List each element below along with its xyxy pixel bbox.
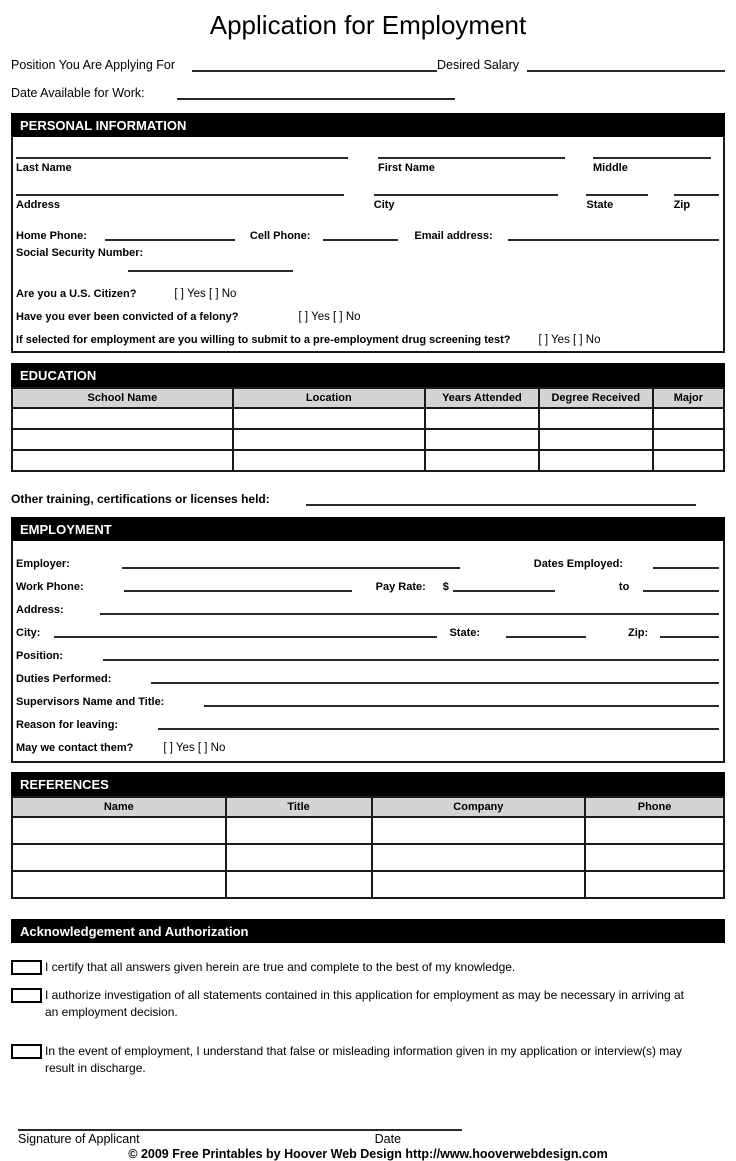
citizen-question-label: Are you a U.S. Citizen? [16,288,137,300]
references-table [11,796,725,899]
felony-yes-no-checkboxes[interactable]: [ ] Yes [ ] No [298,311,361,323]
employment-section [11,541,725,763]
education-cell[interactable] [12,450,233,471]
authorize-checkbox[interactable] [11,988,42,1003]
date-available-label: Date Available for Work: [11,86,145,100]
desired-salary-input-line[interactable] [527,70,725,72]
last-name-field [16,143,348,177]
felony-question-label: Have you ever been convicted of a felony? [16,311,239,323]
zip-label: Zip [673,199,691,211]
position-label: Position: [16,650,64,662]
position-applying-label: Position You Are Applying For [11,58,176,72]
references-row [12,871,724,898]
education-col-major: Major [653,388,724,408]
references-cell[interactable] [226,871,372,898]
references-cell[interactable] [12,844,226,871]
state-label: State [586,199,614,211]
home-phone-input-line[interactable] [105,239,235,241]
references-header: REFERENCES [11,772,725,796]
education-cell[interactable] [12,429,233,450]
pay-rate-to-label: to [618,581,630,593]
dates-employed-label: Dates Employed: [533,558,623,570]
references-col-company: Company [372,797,586,817]
felony-question-row [16,300,719,323]
education-cell[interactable] [425,450,539,471]
employer-zip-input-line[interactable] [660,636,719,638]
references-cell[interactable] [12,871,226,898]
dates-employed-from-line[interactable] [653,567,719,569]
employer-address-input-line[interactable] [100,613,719,615]
last-name-label: Last Name [16,162,72,174]
education-cell[interactable] [12,408,233,429]
employment-header: EMPLOYMENT [11,517,725,541]
address-field-row [16,177,719,214]
city-field [374,180,559,214]
drug-test-question-row [16,323,719,346]
education-row [12,450,724,471]
personal-information-section [11,137,725,353]
references-cell[interactable] [585,817,724,844]
references-col-phone: Phone [585,797,724,817]
work-phone-label: Work Phone: [16,581,84,593]
ssn-input-line[interactable] [128,270,293,272]
employer-address-label: Address: [16,604,64,616]
position-applying-input-line[interactable] [192,70,437,72]
employer-label: Employer: [16,558,70,570]
contact-yes-no-checkboxes[interactable]: [ ] Yes [ ] No [163,742,226,754]
supervisor-input-line[interactable] [204,705,719,707]
acknowledgement-header: Acknowledgement and Authorization [11,919,725,943]
discharge-checkbox[interactable] [11,1044,42,1059]
personal-information-header: PERSONAL INFORMATION [11,113,725,137]
employer-state-label: State: [449,627,481,639]
first-name-label: First Name [378,162,435,174]
discharge-statement: In the event of employment, I understand that false or misleading information given in my application or interview(s) may result in discharge. [45,1044,682,1076]
education-header: EDUCATION [11,363,725,387]
dates-employed-to-line[interactable] [643,590,719,592]
references-cell[interactable] [226,844,372,871]
may-we-contact-row [16,731,719,754]
middle-name-input-line[interactable] [593,143,711,159]
education-cell[interactable] [653,408,724,429]
position-input-line[interactable] [103,659,719,661]
education-row [12,429,724,450]
signature-of-applicant-label: Signature of Applicant [18,1131,140,1146]
middle-name-label: Middle [593,162,628,174]
references-row [12,817,724,844]
cell-phone-input-line[interactable] [323,239,398,241]
reason-leaving-input-line[interactable] [158,728,719,730]
education-cell[interactable] [653,429,724,450]
drug-test-question-label: If selected for employment are you willing to submit to a pre-employment drug screening test? [16,334,511,346]
citizen-yes-no-checkboxes[interactable]: [ ] Yes [ ] No [174,288,237,300]
education-cell[interactable] [233,450,425,471]
duties-row [16,662,719,685]
employer-address-row [16,593,719,616]
position-row [16,639,719,662]
references-cell[interactable] [12,817,226,844]
middle-name-field [593,143,711,177]
references-cell[interactable] [585,844,724,871]
education-col-years-attended: Years Attended [425,388,539,408]
city-input-line[interactable] [374,180,559,196]
education-cell[interactable] [425,408,539,429]
email-input-line[interactable] [508,239,719,241]
signature-labels-row [18,1132,725,1146]
employer-state-input-line[interactable] [506,636,586,638]
reason-leaving-label: Reason for leaving: [16,719,119,731]
date-label: Date [374,1131,402,1146]
ssn-label: Social Security Number: [16,247,144,259]
name-field-row [16,137,719,177]
pay-rate-input-line[interactable] [453,590,555,592]
education-col-location: Location [233,388,425,408]
employer-city-input-line[interactable] [54,636,437,638]
employer-city-row [16,616,719,639]
last-name-input-line[interactable] [16,143,348,159]
education-cell[interactable] [539,429,653,450]
education-cell[interactable] [233,408,425,429]
desired-salary-label: Desired Salary [437,58,519,72]
references-cell[interactable] [372,817,586,844]
work-phone-row [16,570,719,593]
education-cell[interactable] [539,408,653,429]
copyright-footer: © 2009 Free Printables by Hoover Web Design http://www.hooverwebdesign.com [128,1146,608,1161]
date-available-input-line[interactable] [177,98,455,100]
education-cell[interactable] [425,429,539,450]
references-cell[interactable] [372,871,586,898]
duties-input-line[interactable] [151,682,719,684]
education-table [11,387,725,472]
other-training-label: Other training, certifications or licenses held: [11,492,270,506]
references-col-title: Title [226,797,372,817]
references-cell[interactable] [226,817,372,844]
work-phone-input-line[interactable] [124,590,352,592]
education-cell[interactable] [653,450,724,471]
education-cell[interactable] [539,450,653,471]
state-field [586,180,647,214]
other-training-input-line[interactable] [306,504,696,506]
supervisor-label: Supervisors Name and Title: [16,696,165,708]
education-header-row [12,388,724,408]
zip-field [674,180,719,214]
date-available-row [11,81,725,100]
state-input-line[interactable] [586,180,647,196]
pay-rate-label: Pay Rate: [375,581,426,593]
drug-test-yes-no-checkboxes[interactable]: [ ] Yes [ ] No [538,334,601,346]
ack-item-discharge [11,1043,725,1077]
education-col-degree-received: Degree Received [539,388,653,408]
first-name-input-line[interactable] [378,143,565,159]
position-salary-row [11,53,725,72]
certify-checkbox[interactable] [11,960,42,975]
email-address-label: Email address: [414,230,493,242]
education-row [12,408,724,429]
page-title: Application for Employment [209,10,527,40]
phones-email-row [16,220,719,242]
city-label: City [373,199,395,211]
home-phone-label: Home Phone: [16,230,87,242]
employer-zip-label: Zip: [628,627,649,639]
references-header-row [12,797,724,817]
employer-city-label: City: [16,627,41,639]
signature-input-line[interactable] [18,1129,462,1131]
may-we-contact-label: May we contact them? [16,742,134,754]
education-col-school-name: School Name [12,388,233,408]
ssn-row [16,247,719,277]
employer-row [16,547,719,570]
dollar-sign-label: $ [442,581,449,593]
ack-item-certify [11,959,725,976]
ack-item-authorize [11,987,725,1021]
references-cell[interactable] [372,844,586,871]
education-cell[interactable] [233,429,425,450]
address-input-line[interactable] [16,180,344,196]
references-row [12,844,724,871]
zip-input-line[interactable] [674,180,719,196]
address-field [16,180,344,214]
citizen-question-row [16,277,719,300]
reason-leaving-row [16,708,719,731]
cell-phone-label: Cell Phone: [249,230,311,242]
authorize-statement: I authorize investigation of all statements contained in this application for employment as may be necessary in arriving at an employment decision. [45,987,684,1019]
certify-statement: I certify that all answers given herein are true and complete to the best of my knowledge. [45,960,516,974]
supervisor-row [16,685,719,708]
employer-input-line[interactable] [122,567,460,569]
first-name-field [378,143,565,177]
other-training-row [11,486,725,506]
references-col-name: Name [12,797,226,817]
references-cell[interactable] [585,871,724,898]
duties-performed-label: Duties Performed: [16,673,112,685]
address-label: Address [16,199,61,211]
